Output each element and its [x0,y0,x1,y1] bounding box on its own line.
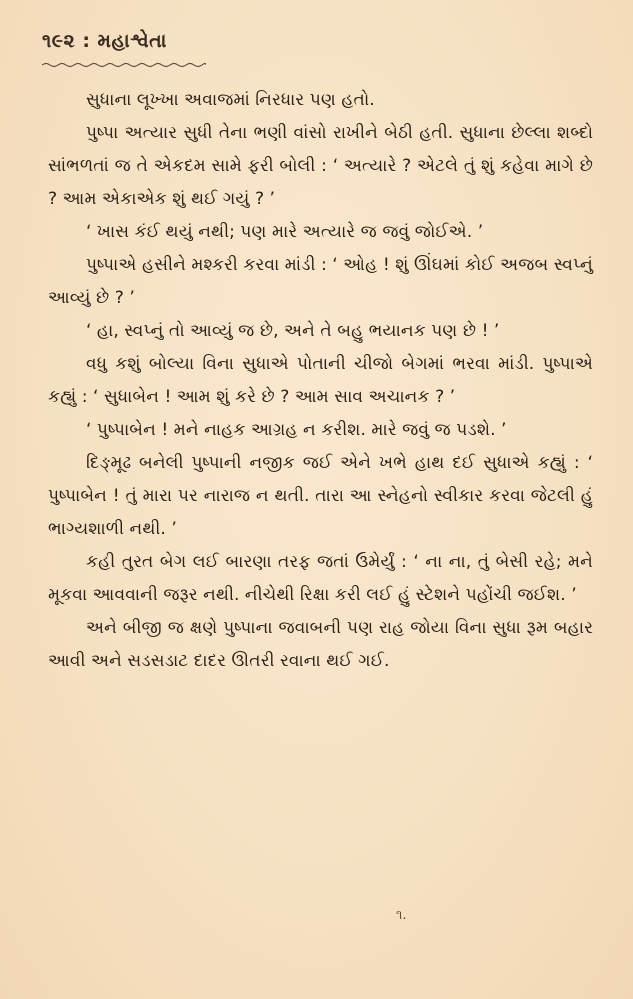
paragraph: ‘ પુષ્પાબેન ! મને નાહક આગ્રહ ન કરીશ. મારે જવું જ પડશે. ’ [86,420,507,440]
paragraph: ‘ ખાસ કંઈ થયું નથી; પણ મારે અત્યારે જ જવું જોઈએ. ’ [86,222,484,242]
paragraph: પુષ્પા અત્યાર સુધી તેના ભણી વાંસો રાખીને બેઠી હતી. સુધાના છેલ્લા શબ્દો સાંભળતાં જ તે એકદમ સામે ફરી બોલી : ‘ અત્યારે ? એટલે તું શું કહેવા માગે છે ? આમ એકાએક શું થઈ ગયું ? ’ [48,123,593,209]
paragraph: દિઙ્મૂઢ બનેલી પુષ્પાની નજીક જઈ એને ખભે હાથ દઈ સુધાએ કહ્યું : ‘ પુષ્પાબેન ! તું મારા પર નારાજ ન થતી. તારા આ સ્નેહનો સ્વીકાર કરવા જેટલી હું ભાગ્યશાળી નથી. ’ [48,453,593,539]
paragraph: કહી તુરત બેગ લઈ બારણા તરફ જતાં ઉમેર્યું : ‘ ના ના, તું બેસી રહે; મને મૂકવા આવવાની જરૂર નથી. નીચેથી રિક્ષા કરી લઈ હું સ્ટેશને પહોંચી જઈશ. ’ [48,552,593,605]
paragraph: પુષ્પાએ હસીને મશ્કરી કરવા માંડી : ‘ ઓહ ! શું ઊંઘમાં કોઈ અજબ સ્વપ્નું આવ્યું છે ? ’ [48,255,593,308]
paragraph: ‘ હા, સ્વપ્નું તો આવ્યું જ છે, અને તે બહુ ભયાનક પણ છે ! ’ [86,321,500,341]
running-head: ૧૯૨ : મહાશ્વેતા [42,30,167,52]
paragraph: સુધાના લૂખ્ખા અવાજમાં નિરધાર પણ હતો. [86,90,375,110]
body-text [48,84,593,678]
header-wavy-rule [42,62,206,68]
paragraph: અને બીજી જ ક્ષણે પુષ્પાના જવાબની પણ રાહ જોયા વિના સુધા રૂમ બહાર આવી અને સડસડાટ દાદર ઊતરી રવાના થઈ ગઈ. [48,618,593,671]
folio-mark: ૧. [396,908,407,923]
paragraph: વધુ કશું બોલ્યા વિના સુધાએ પોતાની ચીજો બેગમાં ભરવા માંડી. પુષ્પાએ કહ્યું : ‘ સુધાબેન ! આમ શું કરે છે ? આમ સાવ અચાનક ? ’ [48,354,593,407]
